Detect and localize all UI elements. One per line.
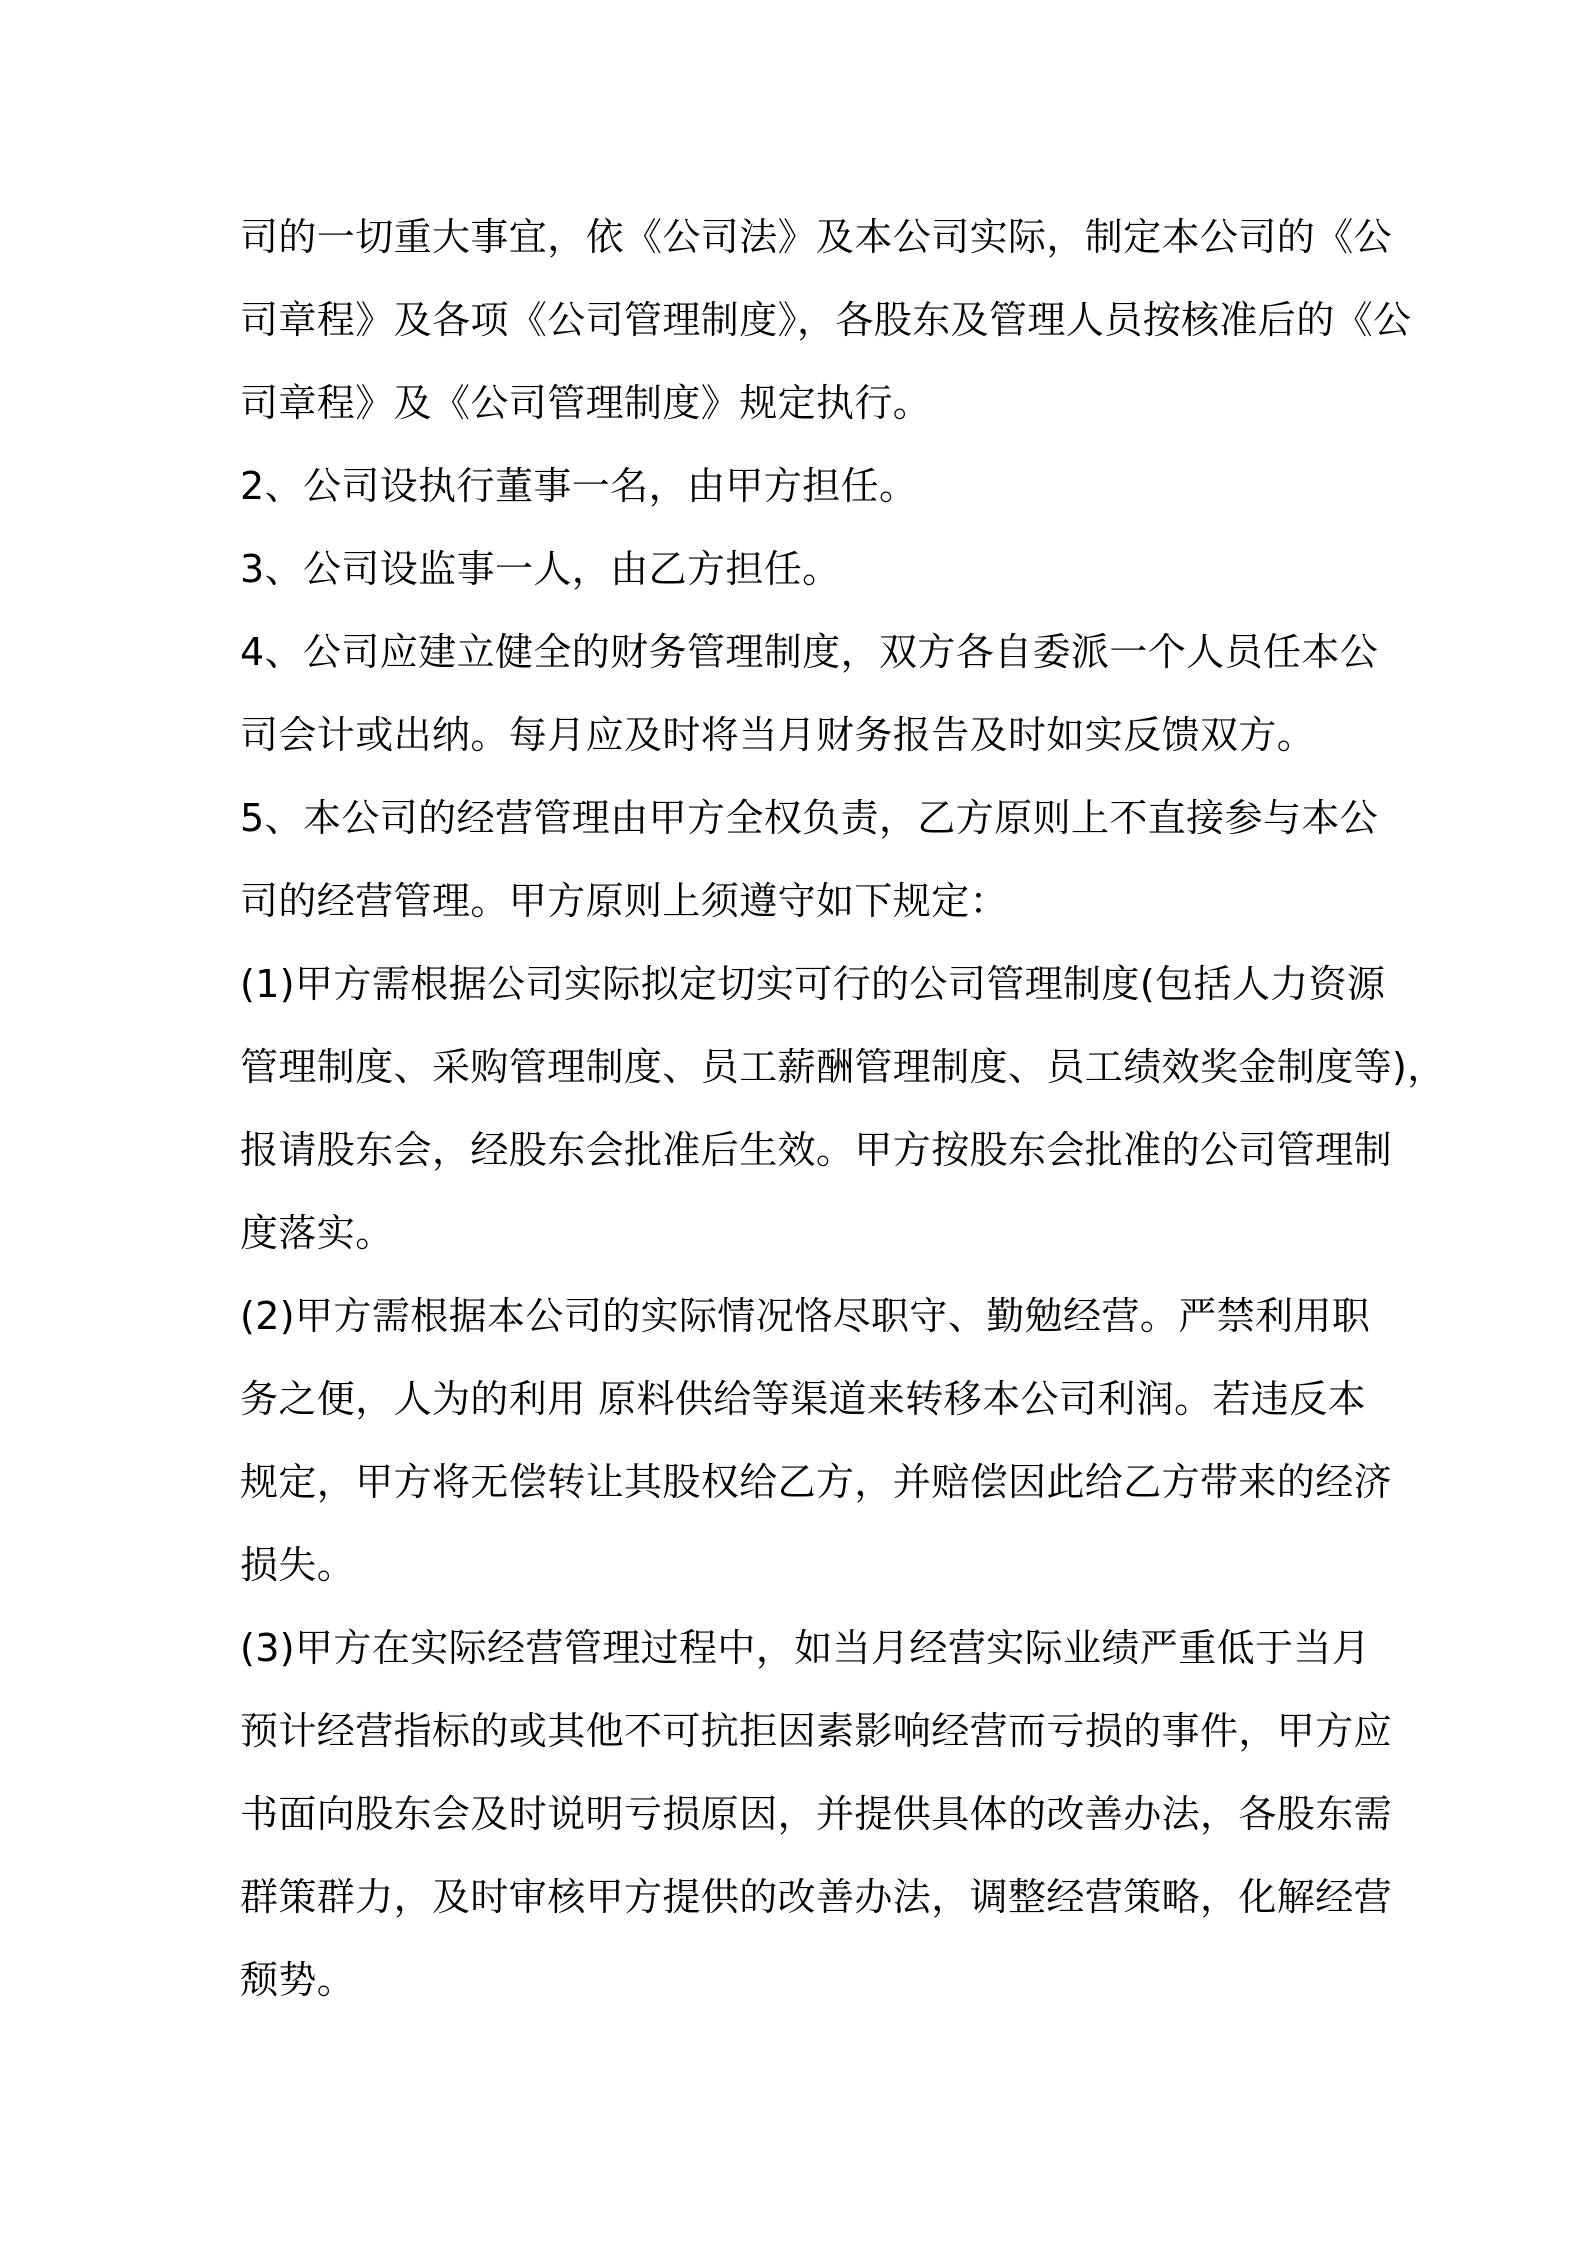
text-line: 规定，甲方将无偿转让其股权给乙方，并赔偿因此给乙方带来的经济 [240, 1460, 1393, 1504]
text-line: 司章程》及各项《公司管理制度》，各股东及管理人员按核准后的《公 [240, 298, 1412, 342]
subclause-3-line: (3)甲方在实际经营管理过程中，如当月经营实际业绩严重低于当月 [240, 1626, 1371, 1670]
text-line: 司会计或出纳。每月应及时将当月财务报告及时如实反馈双方。 [240, 713, 1316, 757]
clause-5-line: 5、本公司的经营管理由甲方全权负责，乙方原则上不直接参与本公 [240, 796, 1379, 840]
clause-2-line: 2、公司设执行董事一名，由甲方担任。 [240, 464, 918, 508]
text-line: 司的经营管理。甲方原则上须遵守如下规定： [240, 879, 1009, 923]
text-line: 颓势。 [240, 1958, 356, 2002]
text-line: 务之便，人为的利用 原料供给等渠道来转移本公司利润。若违反本 [240, 1377, 1367, 1421]
text-line: 度落实。 [240, 1211, 394, 1255]
clause-4-line: 4、公司应建立健全的财务管理制度，双方各自委派一个人员任本公 [240, 630, 1379, 674]
body-text [240, 196, 1446, 2022]
text-line: 管理制度、采购管理制度、员工薪酬管理制度、员工绩效奖金制度等)， [240, 1045, 1446, 1089]
text-line: 司的一切重大事宜，依《公司法》及本公司实际，制定本公司的《公 [240, 215, 1393, 259]
subclause-1-line: (1)甲方需根据公司实际拟定切实可行的公司管理制度(包括人力资源 [240, 962, 1386, 1006]
text-line: 预计经营指标的或其他不可抗拒因素影响经营而亏损的事件，甲方应 [240, 1709, 1393, 1753]
text-line: 报请股东会，经股东会批准后生效。甲方按股东会批准的公司管理制 [240, 1128, 1393, 1172]
text-line: 损失。 [240, 1543, 356, 1587]
clause-3-line: 3、公司设监事一人，由乙方担任。 [240, 547, 841, 591]
subclause-2-line: (2)甲方需根据本公司的实际情况恪尽职守、勤勉经营。严禁利用职 [240, 1294, 1371, 1338]
text-line: 群策群力，及时审核甲方提供的改善办法，调整经营策略，化解经营 [240, 1875, 1393, 1919]
text-line: 书面向股东会及时说明亏损原因，并提供具体的改善办法，各股东需 [240, 1792, 1393, 1836]
text-line: 司章程》及《公司管理制度》规定执行。 [240, 381, 932, 425]
